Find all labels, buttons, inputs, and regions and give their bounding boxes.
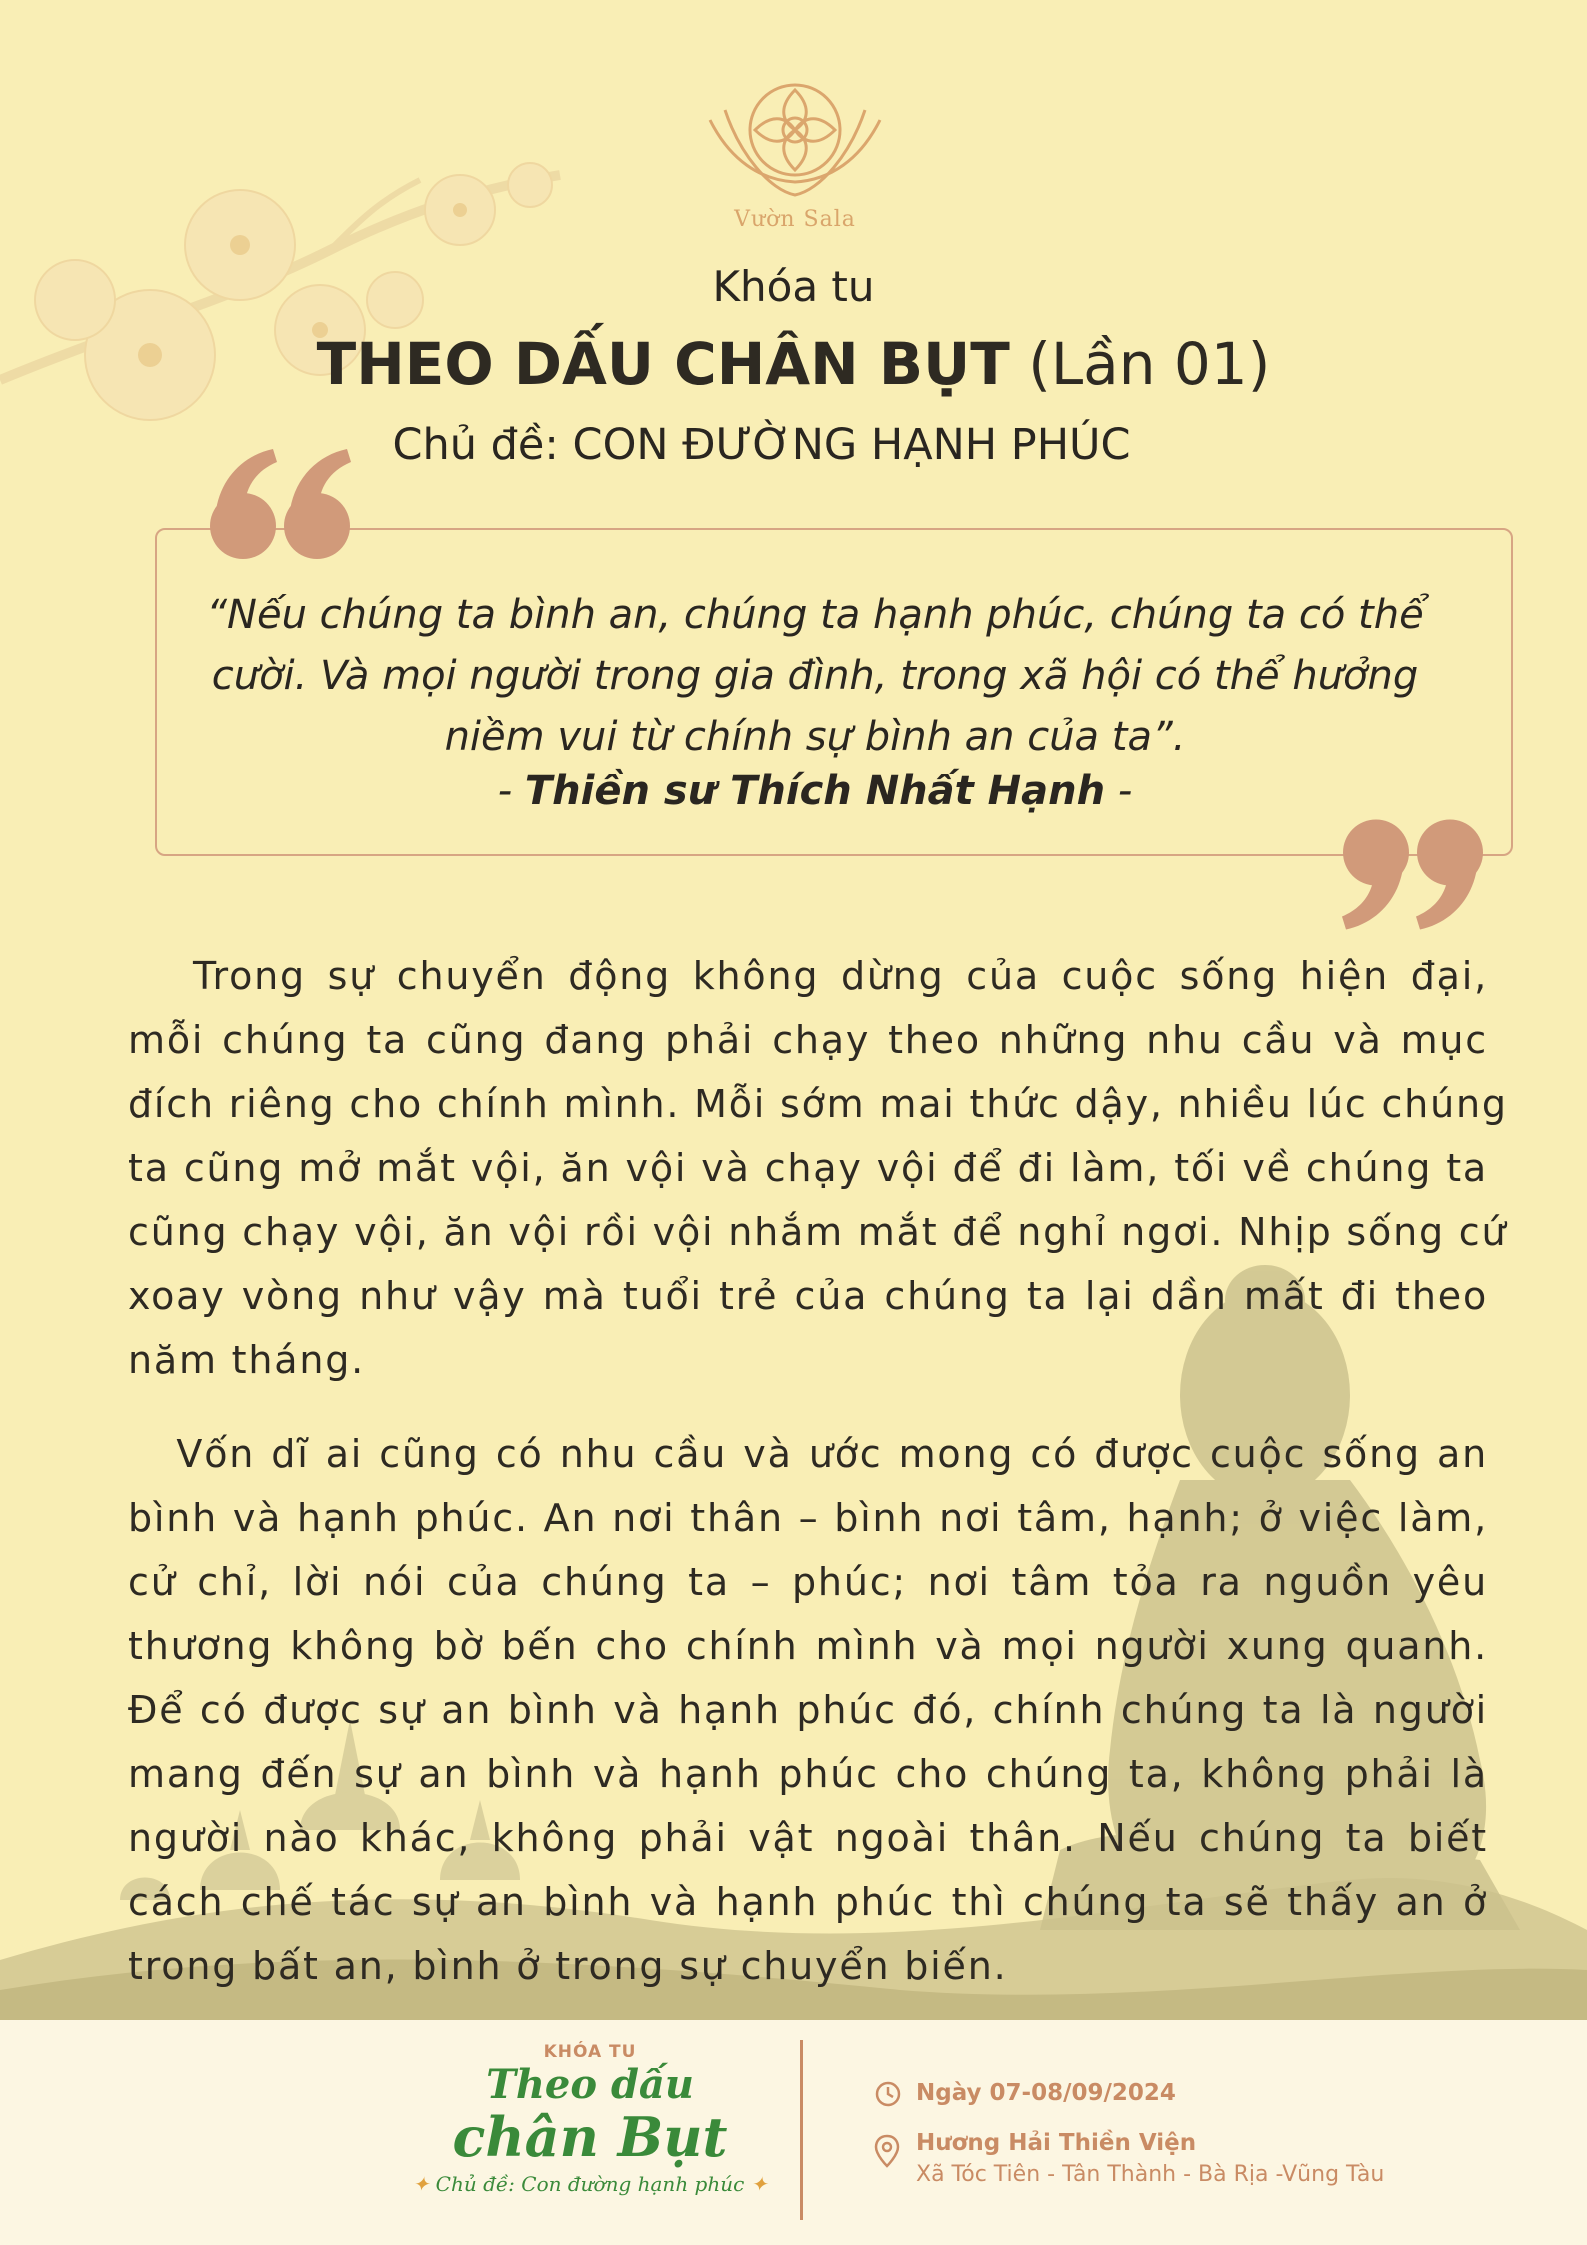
- paragraph-line: bình và hạnh phúc. An nơi thân – bình nơi tâm, hạnh; ở việc làm,: [128, 1496, 1488, 1540]
- retreat-kicker: Khóa tu: [712, 262, 875, 311]
- quote-text: [185, 585, 1445, 768]
- paragraph-line: cách chế tác sự an bình và hạnh phúc thì chúng ta sẽ thấy an ở: [128, 1880, 1488, 1924]
- paragraph-line: xoay vòng như vậy mà tuổi trẻ của chúng ta lại dần mất đi theo: [128, 1274, 1488, 1318]
- sparkle-icon: ✦: [744, 2172, 768, 2196]
- lotus-logo-icon: [690, 70, 900, 215]
- close-quote-icon: [1338, 812, 1488, 937]
- author-suffix: -: [1105, 768, 1133, 814]
- paragraph-line: Trong sự chuyển động không dừng của cuộc sống hiện đại,: [128, 954, 1488, 998]
- topic-subtitle: Chủ đề: CON ĐƯỜNG HẠNH PHÚC: [392, 420, 1131, 470]
- clock-icon: [874, 2080, 902, 2108]
- paragraph-line: ta cũng mở mắt vội, ăn vội và chạy vội để đi làm, tối về chúng ta: [128, 1146, 1488, 1190]
- quote-line: cười. Và mọi người trong gia đình, trong xã hội có thể hưởng: [211, 653, 1419, 699]
- body-paragraph-2: [128, 1422, 1488, 1998]
- author-prefix: -: [497, 768, 525, 814]
- footer-title-line1: Theo dấu: [486, 2061, 694, 2108]
- paragraph-line: cũng chạy vội, ăn vội rồi vội nhắm mắt để nghỉ ngơi. Nhịp sống cứ: [128, 1210, 1508, 1254]
- paragraph-line: năm tháng.: [128, 1338, 366, 1382]
- footer-tagline: [400, 2172, 780, 2196]
- event-date: Ngày 07-08/09/2024: [916, 2080, 1176, 2106]
- paragraph-line: Vốn dĩ ai cũng có nhu cầu và ước mong có được cuộc sống an: [128, 1432, 1488, 1476]
- event-location-row: [870, 2130, 1490, 2187]
- paragraph-line: đích riêng cho chính mình. Mỗi sớm mai thức dậy, nhiều lúc chúng: [128, 1082, 1508, 1126]
- paragraph-line: người nào khác, không phải vật ngoài thân. Nếu chúng ta biết: [128, 1816, 1488, 1860]
- location-pin-icon: [874, 2134, 900, 2168]
- footer-divider: [800, 2040, 803, 2220]
- paragraph-line: thương không bờ bến cho chính mình và mọi người xung quanh.: [128, 1624, 1488, 1668]
- footer-brand: [400, 2042, 780, 2196]
- vuon-sala-logo: [680, 70, 910, 240]
- paragraph-line: cử chỉ, lời nói của chúng ta – phúc; nơi tâm tỏa ra nguồn yêu: [128, 1560, 1488, 1604]
- quote-author: [185, 768, 1445, 814]
- footer-kicker: KHÓA TU: [543, 2042, 637, 2062]
- sparkle-icon: ✦: [412, 2172, 436, 2196]
- quote-line: niềm vui từ chính sự bình an của ta”.: [444, 714, 1186, 760]
- footer: [0, 2020, 1587, 2245]
- title-main: THEO DẤU CHÂN BỤT: [316, 330, 1010, 398]
- footer-title-line2: chân Bụt: [452, 2105, 728, 2169]
- author-name: Thiền sư Thích Nhất Hạnh: [524, 768, 1106, 814]
- paragraph-line: mỗi chúng ta cũng đang phải chạy theo những nhu cầu và mục: [128, 1018, 1488, 1062]
- quote-line: “Nếu chúng ta bình an, chúng ta hạnh phúc, chúng ta có thể: [206, 592, 1424, 638]
- paragraph-line: mang đến sự an bình và hạnh phúc cho chúng ta, không phải là: [128, 1752, 1488, 1796]
- event-date-row: [870, 2080, 1490, 2106]
- event-venue: Hương Hải Thiền Viện: [916, 2130, 1197, 2156]
- logo-text: Vườn Sala: [734, 207, 856, 232]
- event-info: [870, 2080, 1490, 2187]
- page-title: [0, 330, 1587, 398]
- paragraph-line: Để có được sự an bình và hạnh phúc đó, chính chúng ta là người: [128, 1688, 1488, 1732]
- body-paragraph-1: [128, 944, 1508, 1392]
- open-quote-icon: [205, 444, 355, 564]
- event-address: Xã Tóc Tiên - Tân Thành - Bà Rịa -Vũng Tàu: [916, 2162, 1385, 2187]
- footer-tagline-text: Chủ đề: Con đường hạnh phúc: [435, 2172, 745, 2196]
- title-edition: (Lần 01): [1028, 330, 1271, 398]
- paragraph-line: trong bất an, bình ở trong sự chuyển biến.: [128, 1944, 1008, 1988]
